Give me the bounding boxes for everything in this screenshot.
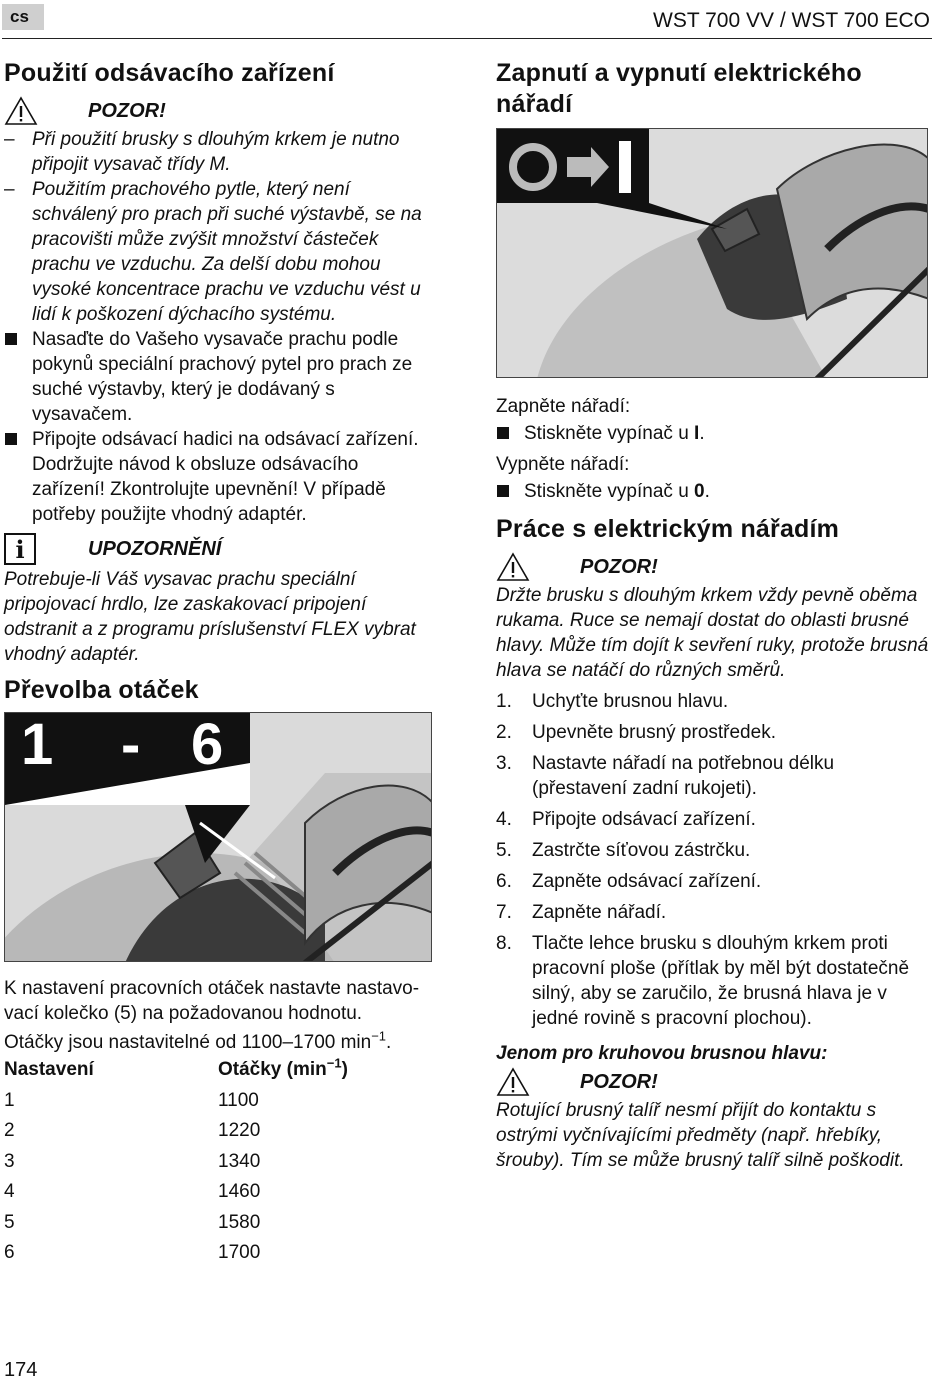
section-heading-speed: Převolba otáček — [4, 676, 199, 704]
instruction-list — [4, 327, 436, 527]
list-item: 8. Tlačte lehce brusku s dlouhým krkem proti pracovní ploše (přítlak by měl být dostatečně silný, aby se zaručilo, že brusná hlava je v jedné rovině s pracovní plochou). — [496, 933, 910, 1029]
table-row: 2 1220 — [4, 1120, 261, 1141]
list-item: 2. Upevněte brusný prostředek. — [496, 722, 776, 743]
warning-list — [4, 127, 436, 327]
speed-dial-illustration — [4, 712, 432, 962]
switch-off-list — [496, 479, 932, 504]
header-divider — [2, 38, 932, 39]
list-item: 1. Uchyťte brusnou hlavu. — [496, 691, 729, 712]
list-item: Nasaďte do Vašeho vysavače prachu podle pokynů speciální prachový pytel pro prach ze suché výstavby, který je dodávaný s vysavačem. — [4, 327, 436, 427]
warning-label: POZOR! — [580, 555, 658, 578]
warning-row — [496, 1066, 932, 1098]
right-column — [496, 58, 932, 1173]
table-row: 4 1460 — [4, 1181, 261, 1202]
info-text: Potrebuje-li Váš vysavac prachu speciální pripojovací hrdlo, lze zaskakovací pripojení odstranit a z programu príslušenství FLEX vybrat vhodný adaptér. — [4, 569, 416, 665]
list-item: 5. Zastrčte síťovou zástrčku. — [496, 840, 751, 861]
speed-range-min: 1 — [21, 712, 54, 777]
warning-row — [496, 551, 932, 583]
list-item: 7. Zapněte nářadí. — [496, 902, 667, 923]
info-label: UPOZORNĚNÍ — [88, 537, 222, 560]
speed-range-dash: - — [121, 712, 141, 777]
speed-range-paragraph: Otáčky jsou nastavitelné od 1100–1700 $\min^{-1}$. — [4, 1028, 392, 1053]
language-tag: cs — [2, 4, 44, 30]
table-row: 1 1100 — [4, 1089, 259, 1111]
steps-list — [496, 689, 932, 1031]
header-title: WST 700 VV / WST 700 ECO — [653, 9, 930, 32]
warning-triangle-icon — [4, 96, 38, 126]
table-row: 5 1580 — [4, 1211, 261, 1233]
table-row: 6 1700 — [4, 1242, 261, 1263]
section-heading-work: Práce s elektrickým nářadím — [496, 515, 840, 543]
list-item: Stiskněte vypínač u I. — [496, 421, 932, 446]
page-number: 174 — [4, 1359, 38, 1381]
table-header-speed: Otáčky $(\min^{-1})$ — [218, 1055, 348, 1080]
subheading-round-head: Jenom pro kruhovou brusnou hlavu: — [496, 1043, 828, 1064]
section-heading-extraction: Použití odsávacího zařízení — [4, 59, 335, 87]
speed-paragraph: K nastavení pracovních otáček nastavte nastavo-vací kolečko (5) na požadovanou hodnotu. — [4, 978, 420, 1024]
switch-illustration — [496, 128, 928, 378]
warning-label: POZOR! — [88, 99, 166, 122]
warning-row — [4, 95, 436, 127]
speed-table — [4, 1057, 348, 1271]
warning-label: POZOR! — [580, 1070, 658, 1093]
switch-off-label: Vypněte nářadí: — [496, 454, 630, 475]
list-item: 6. Zapněte odsávací zařízení. — [496, 871, 762, 892]
table-row: 3 1340 — [4, 1150, 261, 1172]
info-row — [4, 531, 436, 567]
table-header-row — [4, 1057, 348, 1088]
warning-text: Držte brusku s dlouhým krkem vždy pevně oběma rukama. Ruce se nemají dostat do oblasti brusné hlavy. Může tím dojít k sevření ruky, protože brusná hlava se natáčí do různých směrů. — [496, 585, 929, 681]
switch-drawing — [497, 129, 928, 378]
list-item: – Při použití brusky s dlouhým krkem je nutno připojit vysavač třídy M. — [4, 127, 436, 177]
list-item: 4. Připojte odsávací zařízení. — [496, 809, 756, 830]
info-icon: i — [4, 533, 36, 565]
section-heading-on-off: Zapnutí a vypnutí elektrického nářadí — [496, 59, 862, 118]
list-item: 3. Nastavte nářadí na potřebnou délku (přestavení zadní rukojeti). — [496, 753, 835, 799]
warning-triangle-icon — [496, 1067, 530, 1097]
table-header-setting: Nastavení — [4, 1059, 94, 1080]
switch-on-list — [496, 421, 932, 446]
switch-on-label: Zapněte nářadí: — [496, 396, 631, 417]
left-column — [4, 58, 436, 1271]
list-item: Připojte odsávací hadici na odsávací zařízení. Dodržujte návod k obsluze odsávacího zařízení! Zkontrolujte upevnění! V případě potřeby použijte vhodný adaptér. — [4, 427, 436, 527]
list-item: Stiskněte vypínač u 0. — [496, 479, 932, 504]
speed-range-max: 6 — [191, 712, 224, 777]
list-item: – Použitím prachového pytle, který není schválený pro prach při suché výstavbě, se na pracovišti může zvýšit množství částeček prachu ve vzduchu. Za delší dobu mohou vysoké koncentrace prachu ve vzduchu vést u lidí k poškození dýchacího systému. — [4, 177, 436, 327]
warning-triangle-icon — [496, 552, 530, 582]
warning-text: Rotující brusný talíř nesmí přijít do kontaktu s ostrými vyčnívajícími předměty (např. hřebíky, šrouby). Tím se může brusný talíř silně poškodit. — [496, 1100, 905, 1171]
